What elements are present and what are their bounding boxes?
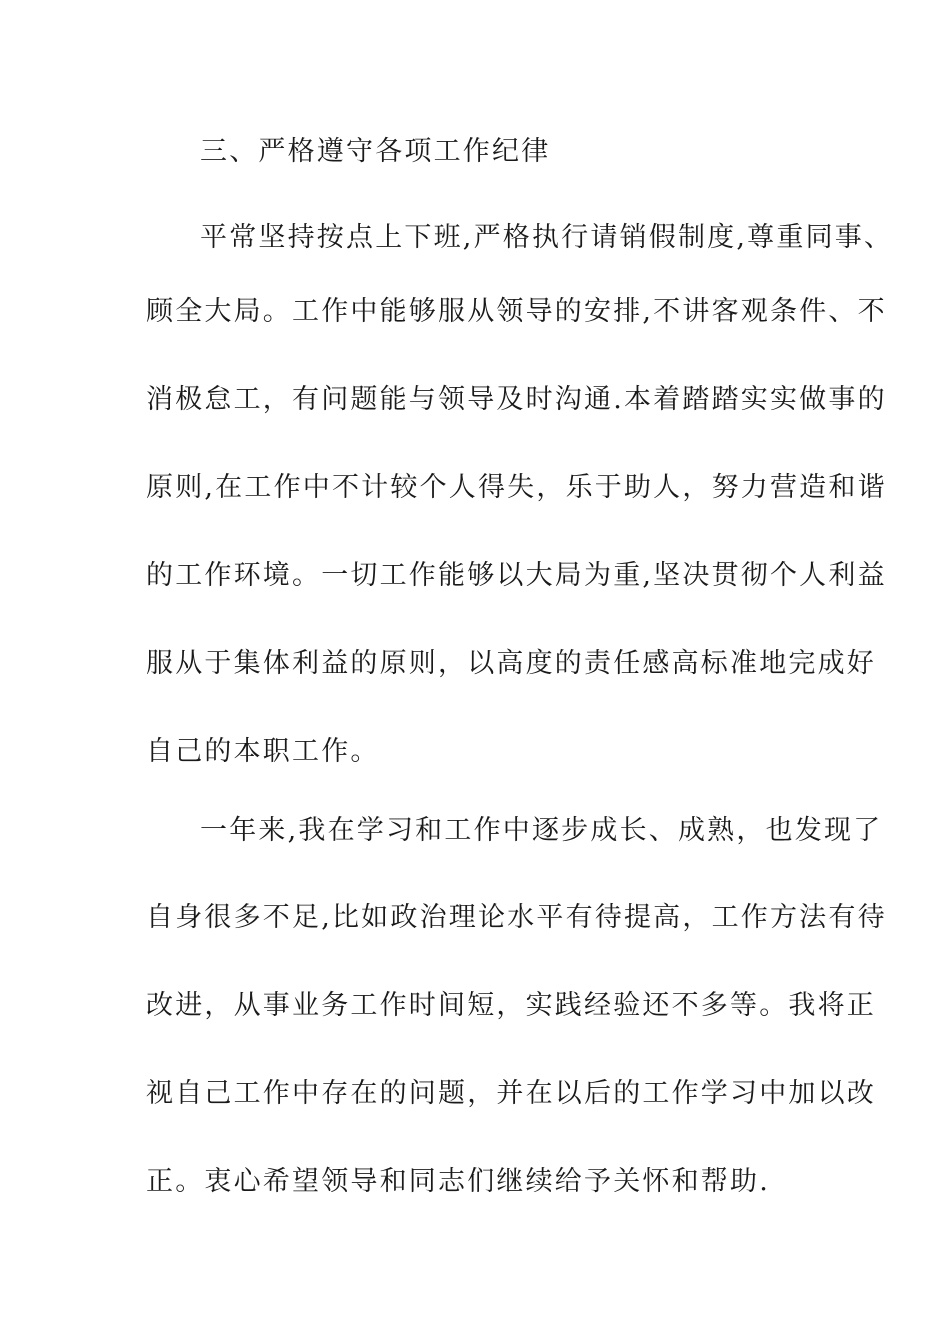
paragraph-line: 正。衷心希望领导和同志们继续给予关怀和帮助. bbox=[146, 1166, 770, 1197]
paragraph-line: 视自己工作中存在的问题，并在以后的工作学习中加以改 bbox=[146, 1078, 876, 1109]
paragraph-line: 顾全大局。工作中能够服从领导的安排,不讲客观条件、不 bbox=[146, 296, 887, 327]
paragraph-line: 自身很多不足,比如政治理论水平有待提高，工作方法有待 bbox=[146, 902, 887, 933]
paragraph-line: 服从于集体利益的原则，以高度的责任感高标准地完成好 bbox=[146, 648, 876, 679]
paragraph-line: 一年来,我在学习和工作中逐步成长、成熟，也发现了 bbox=[200, 815, 883, 846]
paragraph-line: 平常坚持按点上下班,严格执行请销假制度,尊重同事、 bbox=[200, 222, 894, 253]
section-heading: 三、严格遵守各项工作纪律 bbox=[200, 136, 551, 167]
paragraph-line: 消极怠工，有问题能与领导及时沟通.本着踏踏实实做事的 bbox=[146, 384, 887, 415]
paragraph-line: 自己的本职工作。 bbox=[146, 736, 380, 767]
paragraph-line: 改进，从事业务工作时间短，实践经验还不多等。我将正 bbox=[146, 990, 876, 1021]
paragraph-line: 原则,在工作中不计较个人得失，乐于助人，努力营造和谐 bbox=[146, 472, 887, 503]
paragraph-line: 的工作环境。一切工作能够以大局为重,坚决贯彻个人利益 bbox=[146, 560, 887, 591]
